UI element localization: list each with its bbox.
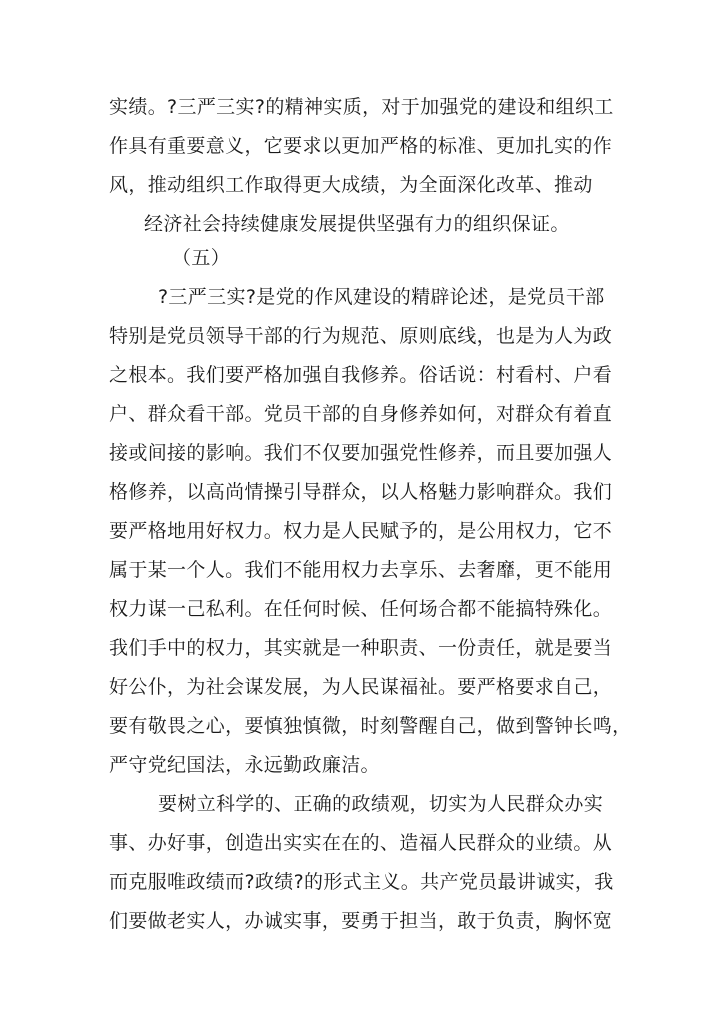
text-line: 们要做老实人，办诚实事，要勇于担当，敢于负责，胸怀宽 xyxy=(109,910,613,932)
text-line: 作具有重要意义，它要求以更加严格的标准、更加扎实的作 xyxy=(109,135,613,157)
text-line: 接或间接的影响。我们不仅要加强党性修养，而且要加强人 xyxy=(109,442,613,464)
text-line: 而克服唯政绩而?政绩?的形式主义。共产党员最讲诚实，我 xyxy=(109,871,614,893)
text-line: ?三严三实?是党的作风建设的精辟论述，是党员干部 xyxy=(158,286,605,308)
text-line: 实绩。?三严三实?的精神实质，对于加强党的建设和组织工 xyxy=(109,96,614,118)
text-line: 严守党纪国法，永远勤政廉洁。 xyxy=(109,754,380,776)
text-line: 户、群众看干部。党员干部的自身修养如何，对群众有着直 xyxy=(109,403,613,425)
text-line: 要树立科学的、正确的政绩观，切实为人民群众办实 xyxy=(158,793,604,815)
section-heading: （五） xyxy=(172,247,231,269)
text-line: 要严格地用好权力。权力是人民赋予的，是公用权力，它不 xyxy=(109,520,613,542)
text-line: 格修养，以高尚情操引导群众，以人格魅力影响群众。我们 xyxy=(109,481,613,503)
text-line: 事、办好事，创造出实实在在的、造福人民群众的业绩。从 xyxy=(109,832,613,854)
text-line: 权力谋一己私利。在任何时候、任何场合都不能搞特殊化。 xyxy=(109,598,613,620)
text-line: 之根本。我们要严格加强自我修养。俗话说：村看村、户看 xyxy=(109,364,613,386)
text-line: 风，推动组织工作取得更大成绩，为全面深化改革、推动 xyxy=(109,174,593,196)
text-line: 好公仆，为社会谋发展，为人民谋福祉。要严格要求自己， xyxy=(109,676,613,698)
text-line: 特别是党员领导干部的行为规范、原则底线，也是为人为政 xyxy=(109,325,613,347)
text-line: 经济社会持续健康发展提供坚强有力的组织保证。 xyxy=(144,213,570,235)
text-line: 属于某一个人。我们不能用权力去享乐、去奢靡，更不能用 xyxy=(109,559,613,581)
text-line: 要有敬畏之心，要慎独慎微，时刻警醒自己，做到警钟长鸣， xyxy=(109,715,632,737)
text-line: 我们手中的权力，其实就是一种职责、一份责任，就是要当 xyxy=(109,637,613,659)
